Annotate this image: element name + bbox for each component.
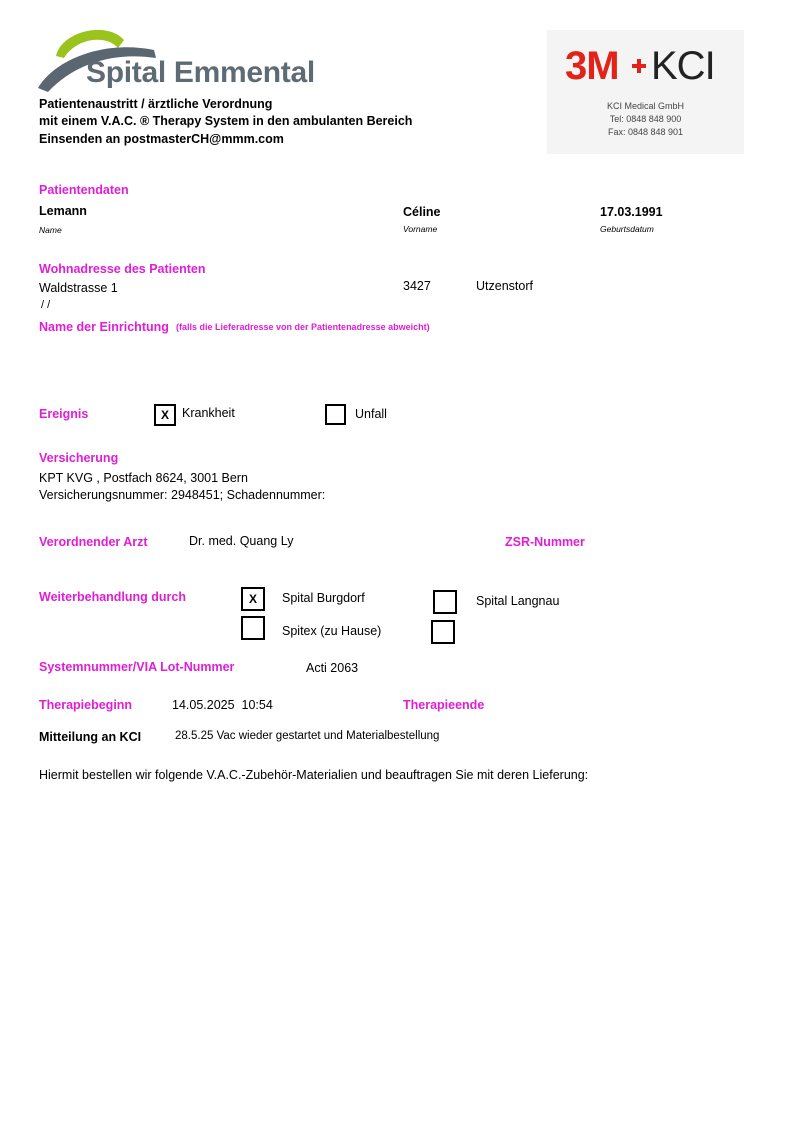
kci-tel: Tel: 0848 848 900	[609, 114, 682, 124]
spital-langnau-label: Spital Langnau	[476, 594, 560, 608]
patient-name-value: Lemann	[39, 204, 87, 218]
header-title-line2: mit einem V.A.C. ® Therapy System in den ambulanten Bereich	[39, 114, 413, 128]
insurance-line2: Versicherungsnummer: 2948451; Schadennummer:	[39, 488, 326, 502]
header-title-line1: Patientenaustritt / ärztliche Verordnung	[39, 97, 273, 111]
therapy-start-value: 14.05.2025 10:54	[172, 698, 273, 712]
header-title-line3: Einsenden an postmasterCH@mmm.com	[39, 132, 284, 146]
krankheit-label: Krankheit	[182, 406, 235, 420]
facility-note: (falls die Lieferadresse von der Patientenadresse abweicht)	[176, 322, 430, 332]
insurance-label: Versicherung	[39, 451, 119, 465]
therapy-end-label: Therapieende	[403, 698, 485, 712]
order-text: Hiermit bestellen wir folgende V.A.C.-Zubehör-Materialien und beauftragen Sie mit deren Lieferung:	[39, 768, 589, 782]
facility-label: Name der Einrichtung	[39, 320, 169, 334]
unfall-label: Unfall	[355, 407, 387, 421]
spital-burgdorf-checkbox[interactable]: X	[241, 587, 265, 611]
therapy-start-label: Therapiebeginn	[39, 698, 133, 712]
spital-langnau-checkbox[interactable]	[433, 590, 457, 614]
spital-logo-text: Spital Emmental	[86, 56, 315, 89]
event-label: Ereignis	[39, 407, 89, 421]
system-value: Acti 2063	[306, 661, 359, 675]
other-followup-checkbox[interactable]	[431, 620, 455, 644]
kci-logo-3m: 3M	[565, 44, 619, 88]
spitex-label: Spitex (zu Hause)	[282, 624, 382, 638]
unfall-checkbox[interactable]	[325, 404, 346, 425]
spitex-checkbox[interactable]	[241, 616, 265, 640]
kci-cross-icon	[631, 58, 647, 74]
patient-vorname-value: Céline	[403, 205, 441, 219]
spital-burgdorf-label: Spital Burgdorf	[282, 591, 365, 605]
kci-company: KCI Medical GmbH	[606, 101, 685, 111]
kci-logo	[547, 30, 744, 154]
kci-logo-kci: KCI	[651, 44, 715, 88]
address-city: Utzenstorf	[476, 279, 533, 293]
message-value: 28.5.25 Vac wieder gestartet und Materialbestellung	[175, 730, 440, 742]
zsr-label: ZSR-Nummer	[505, 535, 585, 549]
address-street: Waldstrasse 1	[39, 281, 118, 295]
insurance-line1: KPT KVG , Postfach 8624, 3001 Bern	[39, 471, 248, 485]
spital-emmental-logo	[36, 18, 315, 98]
doctor-value: Dr. med. Quang Ly	[189, 534, 294, 548]
patient-vorname-caption: Vorname	[403, 224, 438, 234]
krankheit-checkbox[interactable]: X	[154, 404, 176, 426]
followup-label: Weiterbehandlung durch	[39, 590, 186, 604]
address-extra: / /	[41, 299, 51, 311]
patient-section-label: Patientendaten	[39, 183, 129, 197]
patient-name-caption: Name	[39, 225, 62, 235]
patient-dob-value: 17.03.1991	[600, 205, 663, 219]
message-label: Mitteilung an KCI	[39, 730, 142, 744]
address-section-label: Wohnadresse des Patienten	[39, 262, 206, 276]
address-plz: 3427	[403, 279, 431, 293]
doctor-label: Verordnender Arzt	[39, 535, 148, 549]
kci-fax: Fax: 0848 848 901	[607, 127, 684, 137]
patient-dob-caption: Geburtsdatum	[600, 224, 654, 234]
system-label: Systemnummer/VIA Lot-Nummer	[39, 660, 235, 674]
